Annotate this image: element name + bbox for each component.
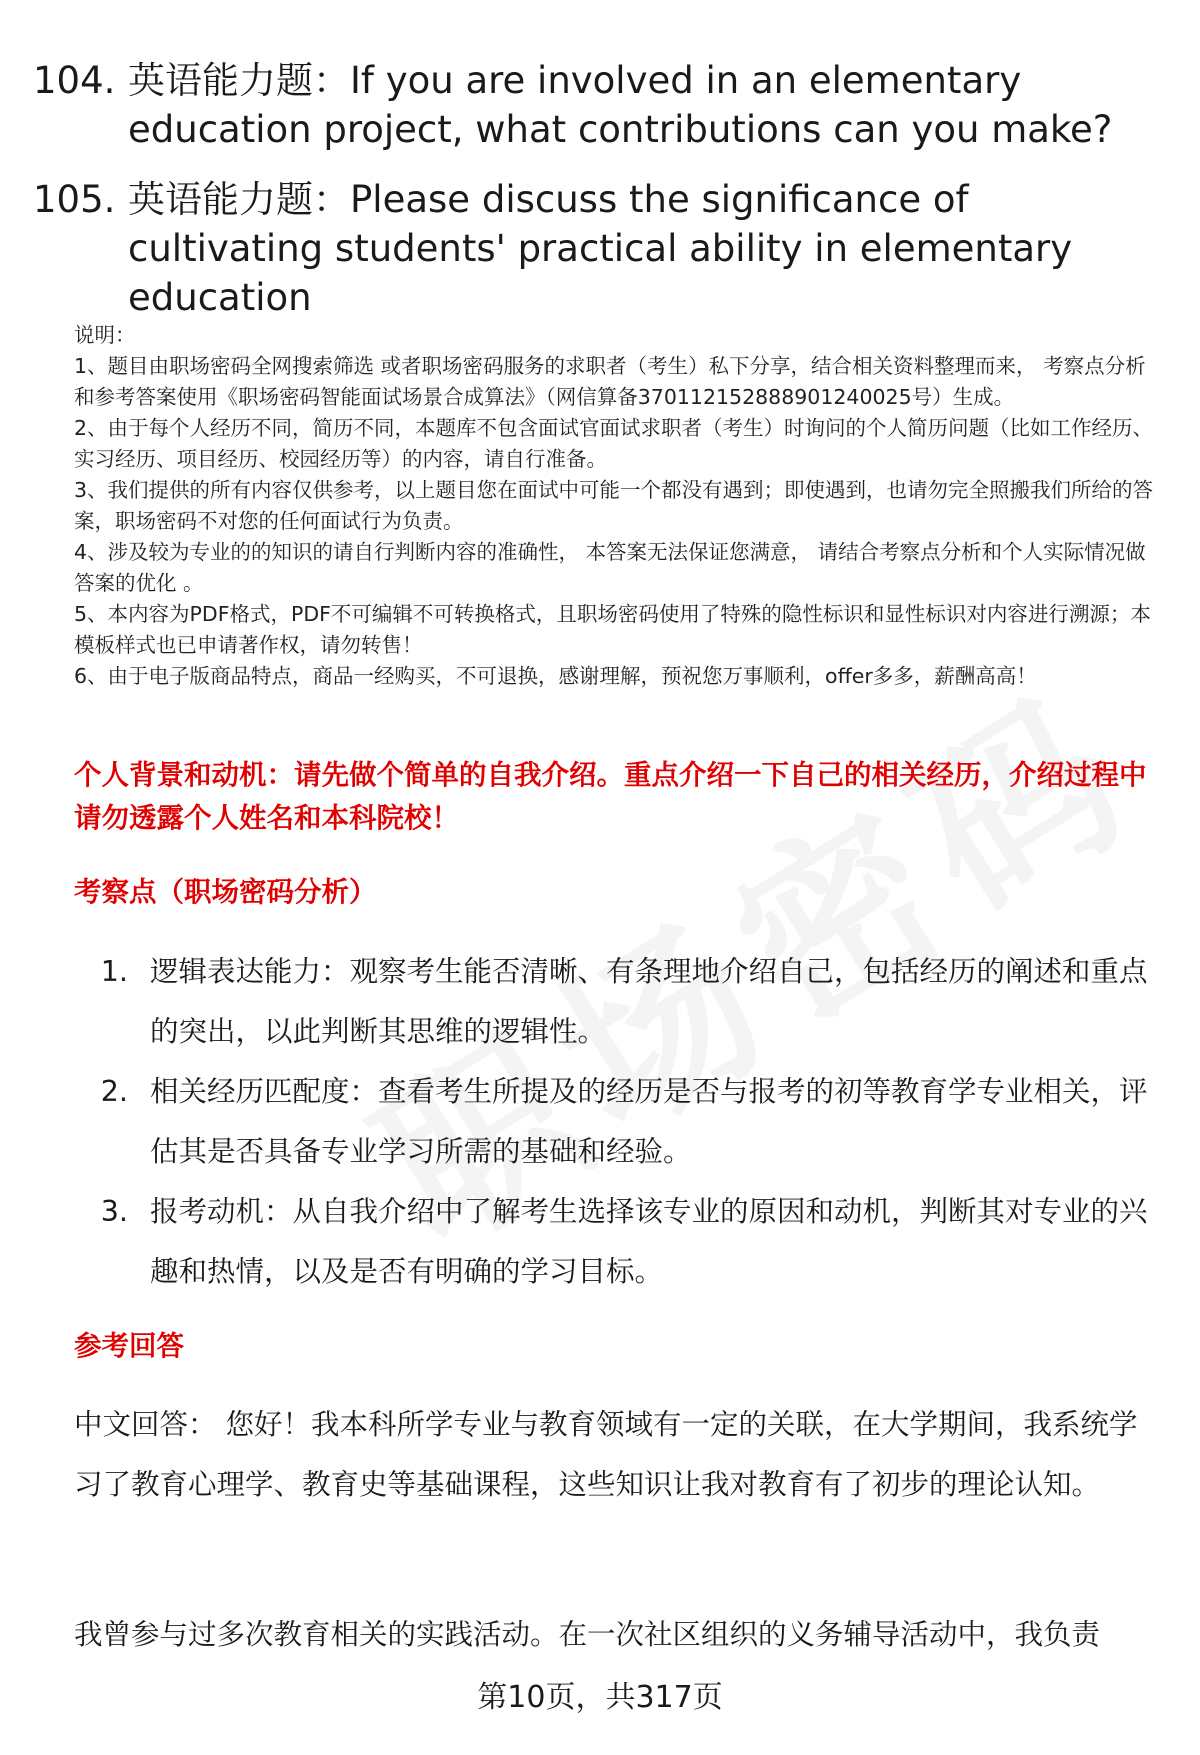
note-item: 1、题目由职场密码全网搜索筛选 或者职场密码服务的求职者（考生）私下分享，结合相关资料整理而来， 考察点分析和参考答案使用《职场密码智能面试场景合成算法》（网信算备370112152888901240025号）生成。	[74, 354, 1146, 409]
analysis-point	[74, 1062, 1160, 1182]
notes-heading: 说明：	[74, 323, 136, 347]
question-item	[33, 175, 1173, 322]
point-number: 1.	[100, 955, 128, 988]
notes-section	[74, 320, 1160, 692]
note-item: 4、涉及较为专业的的知识的请自行判断内容的准确性， 本答案无法保证您满意， 请结合考察点分析和个人实际情况做答案的优化 。	[74, 540, 1146, 595]
answer-paragraph: 我曾参与过多次教育相关的实践活动。在一次社区组织的义务辅导活动中，我负责	[74, 1618, 1101, 1651]
question-text: 英语能力题：Please discuss the significance of cultivating students' practical ability in elementary education	[128, 178, 1073, 319]
analysis-points	[74, 942, 1160, 1302]
note-item: 6、由于电子版商品特点，商品一经购买，不可退换，感谢理解，预祝您万事顺利，offer多多，薪酬高高！	[74, 664, 1037, 688]
question-item	[33, 56, 1173, 154]
analysis-title: 考察点（职场密码分析）	[74, 876, 377, 908]
point-text: 报考动机：从自我介绍中了解考生选择该专业的原因和动机，判断其对专业的兴趣和热情，以及是否有明确的学习目标。	[150, 1195, 1148, 1288]
question-number: 105.	[33, 178, 116, 221]
main-question: 个人背景和动机：请先做个简单的自我介绍。重点介绍一下自己的相关经历，介绍过程中请勿透露个人姓名和本科院校！	[74, 759, 1147, 834]
note-item: 3、我们提供的所有内容仅供参考，以上题目您在面试中可能一个都没有遇到；即使遇到，也请勿完全照搬我们所给的答案，职场密码不对您的任何面试行为负责。	[74, 478, 1154, 533]
point-number: 3.	[100, 1195, 128, 1228]
point-number: 2.	[100, 1075, 128, 1108]
note-item: 2、由于每个人经历不同，简历不同，本题库不包含面试官面试求职者（考生）时询问的个人简历问题（比如工作经历、实习经历、项目经历、校园经历等）的内容，请自行准备。	[74, 416, 1154, 471]
question-text: 英语能力题：If you are involved in an elementary education project, what contributions can you make?	[128, 59, 1113, 151]
reference-title: 参考回答	[74, 1330, 184, 1362]
question-number: 104.	[33, 59, 116, 102]
page-footer: 第10页，共317页	[477, 1680, 723, 1715]
answer-paragraph: 中文回答： 您好！我本科所学专业与教育领域有一定的关联，在大学期间，我系统学习了教育心理学、教育史等基础课程，这些知识让我对教育有了初步的理论认知。	[74, 1408, 1138, 1501]
point-text: 相关经历匹配度：查看考生所提及的经历是否与报考的初等教育学专业相关，评估其是否具备专业学习所需的基础和经验。	[150, 1075, 1148, 1168]
analysis-point	[74, 942, 1160, 1062]
point-text: 逻辑表达能力：观察考生能否清晰、有条理地介绍自己，包括经历的阐述和重点的突出，以此判断其思维的逻辑性。	[150, 955, 1148, 1048]
note-item: 5、本内容为PDF格式，PDF不可编辑不可转换格式，且职场密码使用了特殊的隐性标识和显性标识对内容进行溯源；本模板样式也已申请著作权，请勿转售！	[74, 602, 1151, 657]
analysis-point	[74, 1182, 1160, 1302]
